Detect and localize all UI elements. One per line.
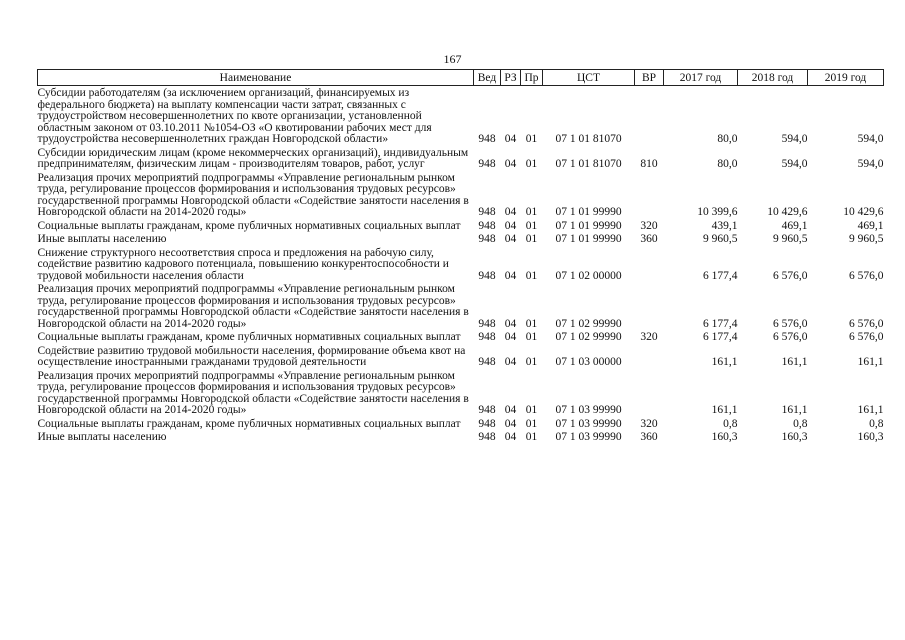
cell-rz: 04 [504,133,517,145]
cell-rz: 04 [504,158,517,170]
budget-table [37,69,884,444]
col-header-pr: Пр [521,70,543,86]
cell-y2017: 161,1 [711,356,738,368]
cell-vr [635,171,664,219]
cell-y2017: 6 177,4 [703,331,738,343]
table-row [38,330,884,344]
cell-y2018: 160,3 [781,431,808,443]
cell-y2017: 161,1 [711,404,738,416]
cell-y2018: 161,1 [781,404,808,416]
cell-y2018: 6 576,0 [773,331,808,343]
cell-name: Содействие развитию трудовой мобильности населения, формирование объема квот на осуществление иностранными гражданами трудовой деятельности [37,344,466,368]
cell-name: Социальные выплаты гражданам, кроме публичных нормативных социальных выплат [37,331,461,343]
cell-cst: 07 1 02 00000 [555,269,622,282]
table-row [38,344,884,369]
cell-y2017: 10 399,6 [697,206,738,218]
col-header-2018: 2018 год [738,70,808,86]
cell-y2018: 594,0 [781,158,808,170]
col-header-2019: 2019 год [808,70,884,86]
cell-cst: 07 1 01 81070 [555,158,622,170]
cell-y2019: 161,1 [857,356,884,368]
table-row [38,146,884,171]
cell-vr [635,86,664,146]
cell-y2019: 6 576,0 [849,331,884,343]
cell-name: Иные выплаты населению [37,431,167,443]
cell-y2017: 80,0 [717,158,738,170]
col-header-name: Наименование [38,70,474,86]
col-header-ved: Вед [474,70,501,86]
cell-pr: 01 [525,133,538,145]
cell-vr: 360 [640,431,658,443]
cell-vr: 320 [640,219,658,232]
cell-y2017: 6 177,4 [703,317,738,330]
cell-y2019: 161,1 [857,404,884,416]
cell-y2019: 0,8 [869,417,884,430]
cell-y2018: 161,1 [781,356,808,368]
cell-ved: 948 [478,158,496,170]
table-row [38,417,884,431]
cell-y2018: 6 576,0 [773,269,808,282]
col-header-2017: 2017 год [664,70,738,86]
cell-pr: 01 [525,431,538,443]
cell-ved: 948 [478,133,496,145]
cell-rz: 04 [504,317,517,330]
cell-y2017: 9 960,5 [703,233,738,245]
cell-cst: 07 1 03 00000 [555,356,622,368]
cell-name: Реализация прочих мероприятий подпрограммы «Управление региональным рынком труда, регулирование процессов формирования и использования трудовых ресурсов» государственной программы Новгородской области «Содействие занятости населения в Новгородской области на 2014-2020 годы» [37,171,469,218]
cell-rz: 04 [504,233,517,245]
cell-ved: 948 [478,417,496,430]
cell-pr: 01 [525,356,538,368]
cell-vr: 360 [640,233,658,245]
table-row [38,171,884,219]
cell-y2018: 469,1 [781,219,808,232]
cell-vr [635,246,664,283]
cell-y2018: 10 429,6 [767,206,808,218]
cell-y2019: 10 429,6 [843,206,884,218]
cell-name: Снижение структурного несоответствия спроса и предложения на рабочую силу, содействие развитию кадрового потенциала, повышению конкурентоспособности и трудовой мобильности населения области [37,246,449,282]
table-header-row [38,70,884,86]
cell-pr: 01 [525,206,538,218]
cell-cst: 07 1 03 99990 [555,431,622,443]
cell-y2018: 594,0 [781,133,808,145]
cell-y2018: 9 960,5 [773,233,808,245]
cell-rz: 04 [504,417,517,430]
table-row [38,246,884,283]
table-row [38,430,884,444]
cell-cst: 07 1 03 99990 [555,417,622,430]
cell-pr: 01 [525,219,538,232]
cell-y2018: 6 576,0 [773,317,808,330]
col-header-cst: ЦСТ [543,70,635,86]
cell-name: Иные выплаты населению [37,233,167,245]
cell-ved: 948 [478,219,496,232]
cell-ved: 948 [478,269,496,282]
cell-y2019: 9 960,5 [849,233,884,245]
cell-rz: 04 [504,206,517,218]
cell-pr: 01 [525,158,538,170]
cell-vr: 320 [640,331,658,343]
cell-pr: 01 [525,417,538,430]
cell-pr: 01 [525,404,538,416]
cell-name: Реализация прочих мероприятий подпрограммы «Управление региональным рынком труда, регулирование процессов формирования и использования трудовых ресурсов» государственной программы Новгородской области «Содействие занятости населения в Новгородской области на 2014-2020 годы» [37,369,469,416]
page-number: 167 [443,52,462,66]
cell-pr: 01 [525,269,538,282]
cell-y2017: 160,3 [711,431,738,443]
cell-rz: 04 [504,269,517,282]
cell-y2017: 439,1 [711,219,738,232]
table-row [38,219,884,233]
cell-name: Субсидии работодателям (за исключением организаций, финансируемых из федерального бюджета) на выплату компенсации части затрат, связанных с трудоустройством несовершеннолетних по квоте организации, установленной областным законом от 03.10.2011 №1054-ОЗ «О квотировании рабочих мест для трудоустройства несовершеннолетних граждан Новгородской области» [37,87,432,145]
cell-y2017: 80,0 [717,133,738,145]
cell-ved: 948 [478,233,496,245]
cell-y2019: 6 576,0 [849,317,884,330]
cell-rz: 04 [504,404,517,416]
table-body [38,86,884,444]
cell-rz: 04 [504,431,517,443]
cell-ved: 948 [478,431,496,443]
cell-y2019: 6 576,0 [849,269,884,282]
cell-cst: 07 1 01 99990 [555,219,622,232]
cell-vr: 810 [640,158,658,170]
cell-vr [635,282,664,330]
cell-ved: 948 [478,317,496,330]
table-row [38,282,884,330]
cell-name: Социальные выплаты гражданам, кроме публичных нормативных социальных выплат [37,417,461,430]
cell-cst: 07 1 03 99990 [555,404,622,416]
cell-name: Социальные выплаты гражданам, кроме публичных нормативных социальных выплат [37,219,461,232]
cell-ved: 948 [478,356,496,368]
cell-ved: 948 [478,206,496,218]
cell-cst: 07 1 01 99990 [555,206,622,218]
cell-pr: 01 [525,331,538,343]
cell-y2019: 594,0 [857,133,884,145]
cell-ved: 948 [478,331,496,343]
table-row [38,232,884,246]
cell-pr: 01 [525,317,538,330]
col-header-rz: РЗ [501,70,521,86]
cell-vr [635,344,664,369]
cell-y2019: 469,1 [857,219,884,232]
table-row [38,369,884,417]
cell-cst: 07 1 01 99990 [555,233,622,245]
col-header-vr: ВР [635,70,664,86]
cell-y2019: 160,3 [857,431,884,443]
cell-pr: 01 [525,233,538,245]
cell-cst: 07 1 02 99990 [555,331,622,343]
cell-name: Субсидии юридическим лицам (кроме некоммерческих организаций), индивидуальным предпринимателям, физическим лицам - производителям товаров, работ, услуг [37,146,469,170]
cell-rz: 04 [504,219,517,232]
cell-y2019: 594,0 [857,158,884,170]
cell-cst: 07 1 02 99990 [555,317,622,330]
cell-y2018: 0,8 [793,417,808,430]
cell-rz: 04 [504,356,517,368]
cell-y2017: 6 177,4 [703,269,738,282]
cell-ved: 948 [478,404,496,416]
cell-vr: 320 [640,417,658,430]
cell-vr [635,369,664,417]
cell-y2017: 0,8 [723,417,738,430]
cell-name: Реализация прочих мероприятий подпрограммы «Управление региональным рынком труда, регулирование процессов формирования и использования трудовых ресурсов» государственной программы Новгородской области «Содействие занятости населения в Новгородской области на 2014-2020 годы» [37,283,469,330]
cell-cst: 07 1 01 81070 [555,133,622,145]
table-row [38,86,884,146]
cell-rz: 04 [504,331,517,343]
